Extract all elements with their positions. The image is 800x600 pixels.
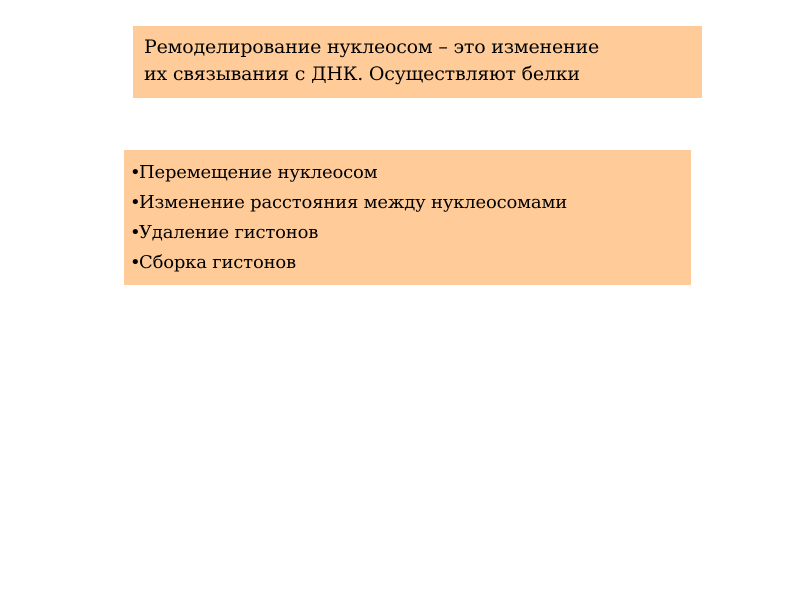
list-item-label: Удаление гистонов (139, 222, 319, 243)
list-item (130, 218, 685, 248)
list-item (130, 188, 685, 218)
bullet-icon: • (130, 252, 141, 273)
list-item (130, 158, 685, 188)
list-item-label: Сборка гистонов (139, 252, 296, 273)
bullet-icon: • (130, 162, 141, 183)
bullet-icon: • (130, 192, 141, 213)
functions-list (130, 158, 685, 278)
definition-box (133, 26, 702, 98)
list-item-label: Изменение расстояния между нуклеосомами (139, 192, 568, 213)
bullet-icon: • (130, 222, 141, 243)
functions-list-box (124, 150, 691, 285)
definition-line-1: Ремоделирование нуклеосом – это изменение (144, 36, 600, 58)
definition-line-2: их связывания с ДНК. Осуществляют белки (144, 63, 580, 85)
list-item-label: Перемещение нуклеосом (139, 162, 378, 183)
list-item (130, 248, 685, 278)
